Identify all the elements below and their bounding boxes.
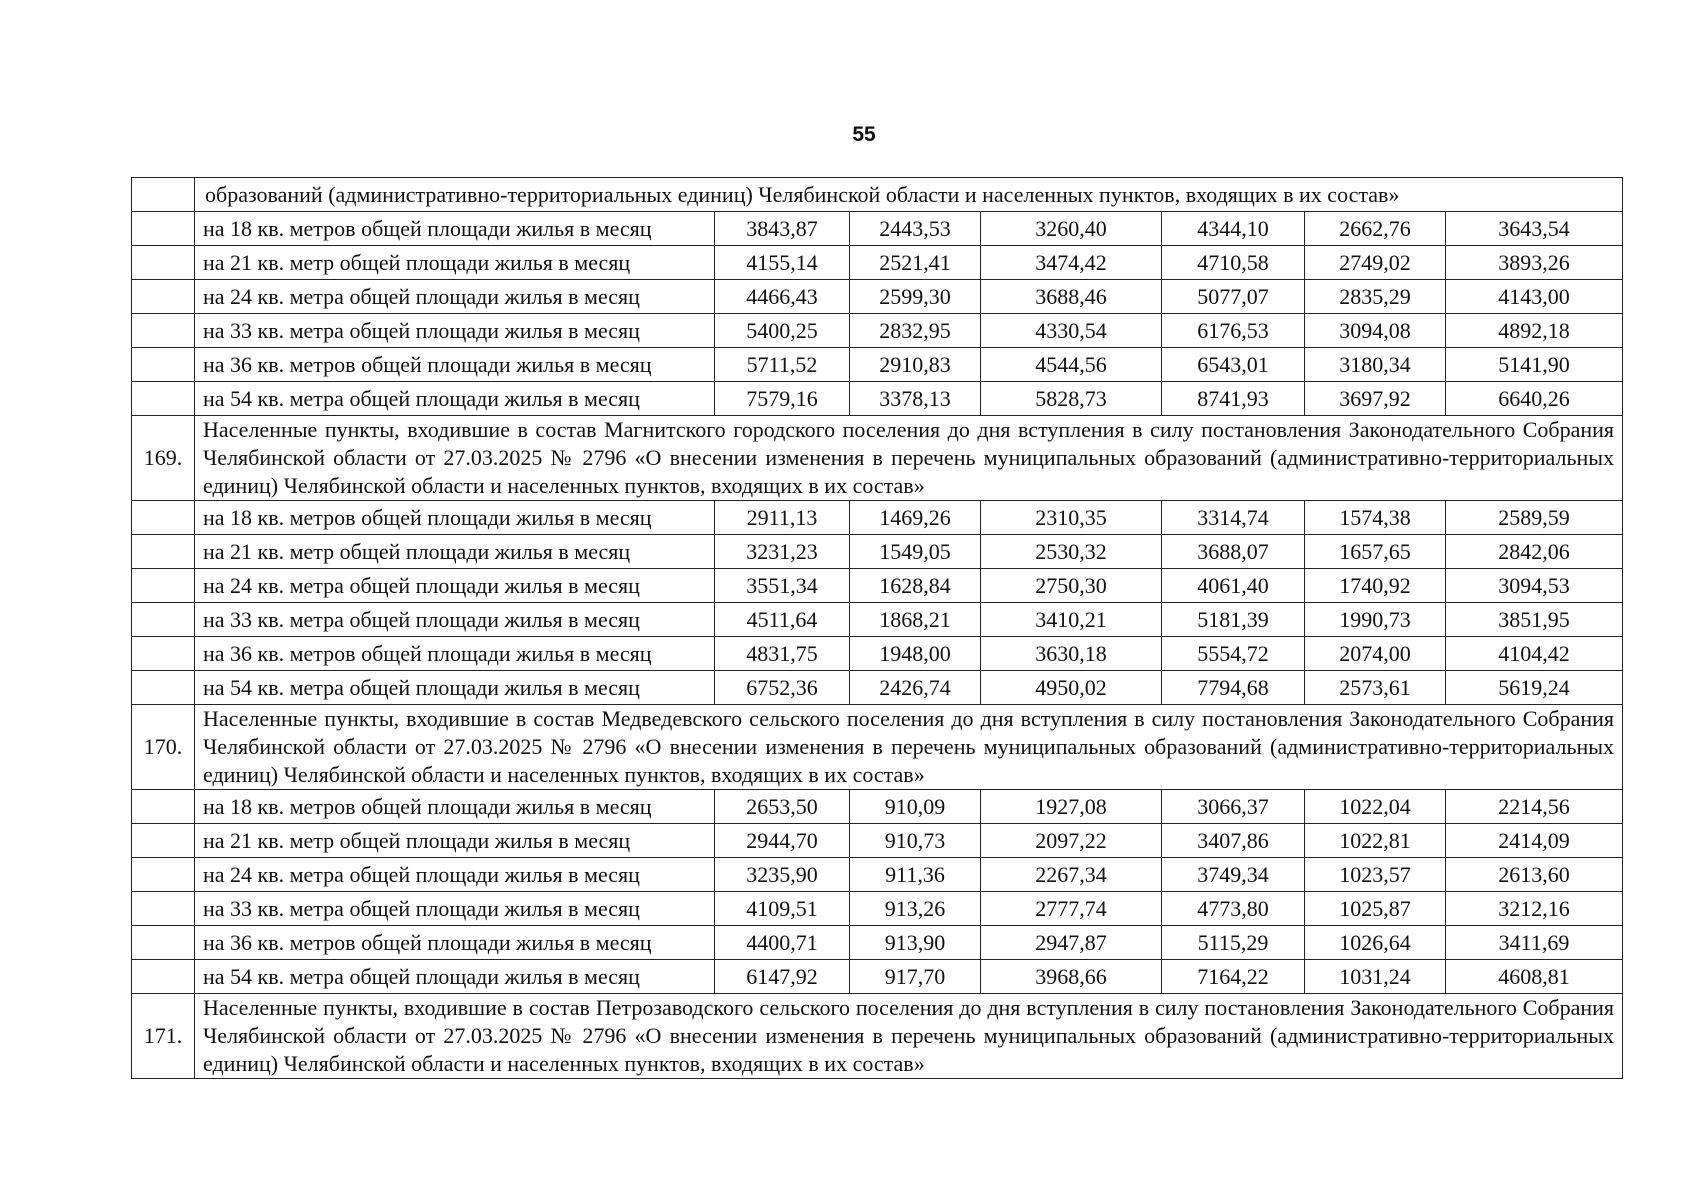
value-cell: 3697,92	[1305, 382, 1446, 416]
value-cell: 5181,39	[1162, 603, 1305, 637]
value-cell: 2267,34	[981, 858, 1162, 892]
value-cell: 8741,93	[1162, 382, 1305, 416]
row-number-cell	[132, 926, 195, 960]
value-cell: 2947,87	[981, 926, 1162, 960]
area-label: на 24 кв. метра общей площади жилья в месяц	[195, 569, 715, 603]
table-row	[132, 535, 1623, 569]
row-number-cell	[132, 824, 195, 858]
section-description: Населенные пункты, входившие в состав Магнитского городского поселения до дня вступления в силу постановления Законодательного Собрания Челябинской области от 27.03.2025 № 2796 «О внесении изменения в перечень муниципальных образований (административно-территориальных единиц) Челябинской области и населенных пунктов, входящих в их состав»	[195, 416, 1623, 501]
row-number-cell	[132, 348, 195, 382]
table-row	[132, 637, 1623, 671]
value-cell: 7794,68	[1162, 671, 1305, 705]
table-row	[132, 501, 1623, 535]
row-number-cell	[132, 501, 195, 535]
value-cell: 2599,30	[850, 280, 981, 314]
section-header-row	[132, 705, 1623, 790]
value-cell: 1990,73	[1305, 603, 1446, 637]
value-cell: 4511,64	[715, 603, 850, 637]
value-cell: 2214,56	[1446, 790, 1623, 824]
value-cell: 6640,26	[1446, 382, 1623, 416]
row-number-cell	[132, 280, 195, 314]
value-cell: 3260,40	[981, 212, 1162, 246]
table-row	[132, 212, 1623, 246]
value-cell: 1574,38	[1305, 501, 1446, 535]
value-cell: 3851,95	[1446, 603, 1623, 637]
value-cell: 4608,81	[1446, 960, 1623, 994]
value-cell: 6176,53	[1162, 314, 1305, 348]
value-cell: 2530,32	[981, 535, 1162, 569]
area-label: на 18 кв. метров общей площади жилья в месяц	[195, 501, 715, 535]
area-label: на 21 кв. метр общей площади жилья в месяц	[195, 246, 715, 280]
table-row	[132, 926, 1623, 960]
area-label: на 36 кв. метров общей площади жилья в месяц	[195, 637, 715, 671]
value-cell: 6752,36	[715, 671, 850, 705]
table-row	[132, 280, 1623, 314]
section-header-row	[132, 416, 1623, 501]
value-cell: 3643,54	[1446, 212, 1623, 246]
row-number-cell	[132, 892, 195, 926]
value-cell: 7164,22	[1162, 960, 1305, 994]
table-row	[132, 246, 1623, 280]
value-cell: 2835,29	[1305, 280, 1446, 314]
value-cell: 6147,92	[715, 960, 850, 994]
value-cell: 3407,86	[1162, 824, 1305, 858]
value-cell: 1549,05	[850, 535, 981, 569]
area-label: на 24 кв. метра общей площади жилья в месяц	[195, 280, 715, 314]
value-cell: 3235,90	[715, 858, 850, 892]
value-cell: 3688,46	[981, 280, 1162, 314]
table-row	[132, 569, 1623, 603]
area-label: на 54 кв. метра общей площади жилья в месяц	[195, 382, 715, 416]
value-cell: 913,26	[850, 892, 981, 926]
value-cell: 1025,87	[1305, 892, 1446, 926]
value-cell: 1927,08	[981, 790, 1162, 824]
value-cell: 1628,84	[850, 569, 981, 603]
value-cell: 2443,53	[850, 212, 981, 246]
value-cell: 4544,56	[981, 348, 1162, 382]
page-number: 55	[852, 123, 876, 146]
table-row	[132, 382, 1623, 416]
value-cell: 3378,13	[850, 382, 981, 416]
row-number-cell	[132, 569, 195, 603]
value-cell: 4400,71	[715, 926, 850, 960]
table-row	[132, 824, 1623, 858]
value-cell: 4109,51	[715, 892, 850, 926]
area-label: на 18 кв. метров общей площади жилья в месяц	[195, 790, 715, 824]
value-cell: 5711,52	[715, 348, 850, 382]
value-cell: 5400,25	[715, 314, 850, 348]
value-cell: 2310,35	[981, 501, 1162, 535]
section-number: 171.	[132, 994, 195, 1079]
value-cell: 5554,72	[1162, 637, 1305, 671]
value-cell: 2749,02	[1305, 246, 1446, 280]
value-cell: 1026,64	[1305, 926, 1446, 960]
value-cell: 5077,07	[1162, 280, 1305, 314]
area-label: на 33 кв. метра общей площади жилья в месяц	[195, 314, 715, 348]
area-label: на 36 кв. метров общей площади жилья в месяц	[195, 348, 715, 382]
section-header-row	[132, 994, 1623, 1079]
value-cell: 5141,90	[1446, 348, 1623, 382]
value-cell: 3411,69	[1446, 926, 1623, 960]
value-cell: 3180,34	[1305, 348, 1446, 382]
value-cell: 2613,60	[1446, 858, 1623, 892]
row-number-cell	[132, 637, 195, 671]
value-cell: 2589,59	[1446, 501, 1623, 535]
table-row	[132, 348, 1623, 382]
table-row	[132, 858, 1623, 892]
area-label: на 54 кв. метра общей площади жилья в месяц	[195, 671, 715, 705]
value-cell: 3066,37	[1162, 790, 1305, 824]
value-cell: 1023,57	[1305, 858, 1446, 892]
row-number-cell	[132, 858, 195, 892]
value-cell: 6543,01	[1162, 348, 1305, 382]
value-cell: 3231,23	[715, 535, 850, 569]
value-cell: 1022,81	[1305, 824, 1446, 858]
section-description: Населенные пункты, входившие в состав Медведевского сельского поселения до дня вступления в силу постановления Законодательного Собрания Челябинской области от 27.03.2025 № 2796 «О внесении изменения в перечень муниципальных образований (административно-территориальных единиц) Челябинской области и населенных пунктов, входящих в их состав»	[195, 705, 1623, 790]
value-cell: 2074,00	[1305, 637, 1446, 671]
value-cell: 2944,70	[715, 824, 850, 858]
value-cell: 2910,83	[850, 348, 981, 382]
value-cell: 2653,50	[715, 790, 850, 824]
value-cell: 1868,21	[850, 603, 981, 637]
value-cell: 3688,07	[1162, 535, 1305, 569]
value-cell: 3551,34	[715, 569, 850, 603]
area-label: на 24 кв. метра общей площади жилья в месяц	[195, 858, 715, 892]
value-cell: 1031,24	[1305, 960, 1446, 994]
value-cell: 1469,26	[850, 501, 981, 535]
value-cell: 2097,22	[981, 824, 1162, 858]
row-number-cell	[132, 790, 195, 824]
value-cell: 4831,75	[715, 637, 850, 671]
value-cell: 3630,18	[981, 637, 1162, 671]
table-body	[132, 178, 1623, 1079]
value-cell: 7579,16	[715, 382, 850, 416]
value-cell: 4773,80	[1162, 892, 1305, 926]
value-cell: 1657,65	[1305, 535, 1446, 569]
value-cell: 2911,13	[715, 501, 850, 535]
row-number-cell	[132, 382, 195, 416]
value-cell: 2662,76	[1305, 212, 1446, 246]
section-number: 170.	[132, 705, 195, 790]
table-row	[132, 892, 1623, 926]
section-number: 169.	[132, 416, 195, 501]
area-label: на 21 кв. метр общей площади жилья в месяц	[195, 535, 715, 569]
table-row	[132, 960, 1623, 994]
table-row	[132, 603, 1623, 637]
value-cell: 5115,29	[1162, 926, 1305, 960]
row-number-cell	[132, 535, 195, 569]
table-row	[132, 314, 1623, 348]
value-cell: 3410,21	[981, 603, 1162, 637]
value-cell: 4950,02	[981, 671, 1162, 705]
value-cell: 1022,04	[1305, 790, 1446, 824]
value-cell: 3474,42	[981, 246, 1162, 280]
row-number-cell	[132, 212, 195, 246]
cost-table	[131, 177, 1623, 1079]
table-row	[132, 671, 1623, 705]
row-number-cell	[132, 178, 195, 212]
value-cell: 2832,95	[850, 314, 981, 348]
value-cell: 3968,66	[981, 960, 1162, 994]
value-cell: 2842,06	[1446, 535, 1623, 569]
row-number-cell	[132, 960, 195, 994]
value-cell: 913,90	[850, 926, 981, 960]
area-label: на 21 кв. метр общей площади жилья в месяц	[195, 824, 715, 858]
table-row	[132, 790, 1623, 824]
area-label: на 36 кв. метров общей площади жилья в месяц	[195, 926, 715, 960]
value-cell: 2426,74	[850, 671, 981, 705]
value-cell: 3212,16	[1446, 892, 1623, 926]
value-cell: 910,73	[850, 824, 981, 858]
value-cell: 910,09	[850, 790, 981, 824]
value-cell: 4892,18	[1446, 314, 1623, 348]
value-cell: 4466,43	[715, 280, 850, 314]
value-cell: 4155,14	[715, 246, 850, 280]
value-cell: 2573,61	[1305, 671, 1446, 705]
value-cell: 4330,54	[981, 314, 1162, 348]
area-label: на 33 кв. метра общей площади жилья в месяц	[195, 603, 715, 637]
value-cell: 4710,58	[1162, 246, 1305, 280]
area-label: на 33 кв. метра общей площади жилья в месяц	[195, 892, 715, 926]
value-cell: 2750,30	[981, 569, 1162, 603]
area-label: на 54 кв. метра общей площади жилья в месяц	[195, 960, 715, 994]
value-cell: 3893,26	[1446, 246, 1623, 280]
value-cell: 1740,92	[1305, 569, 1446, 603]
value-cell: 2414,09	[1446, 824, 1623, 858]
continued-description-row	[132, 178, 1623, 212]
continued-description: образований (административно-территориальных единиц) Челябинской области и населенных пунктов, входящих в их состав»	[195, 178, 1623, 212]
value-cell: 1948,00	[850, 637, 981, 671]
value-cell: 5619,24	[1446, 671, 1623, 705]
value-cell: 3094,53	[1446, 569, 1623, 603]
row-number-cell	[132, 671, 195, 705]
value-cell: 3314,74	[1162, 501, 1305, 535]
row-number-cell	[132, 314, 195, 348]
value-cell: 3749,34	[1162, 858, 1305, 892]
value-cell: 917,70	[850, 960, 981, 994]
value-cell: 4344,10	[1162, 212, 1305, 246]
value-cell: 5828,73	[981, 382, 1162, 416]
value-cell: 2777,74	[981, 892, 1162, 926]
row-number-cell	[132, 603, 195, 637]
value-cell: 3094,08	[1305, 314, 1446, 348]
value-cell: 2521,41	[850, 246, 981, 280]
value-cell: 3843,87	[715, 212, 850, 246]
value-cell: 911,36	[850, 858, 981, 892]
section-description: Населенные пункты, входившие в состав Петрозаводского сельского поселения до дня вступления в силу постановления Законодательного Собрания Челябинской области от 27.03.2025 № 2796 «О внесении изменения в перечень муниципальных образований (административно-территориальных единиц) Челябинской области и населенных пунктов, входящих в их состав»	[195, 994, 1623, 1079]
area-label: на 18 кв. метров общей площади жилья в месяц	[195, 212, 715, 246]
value-cell: 4104,42	[1446, 637, 1623, 671]
value-cell: 4143,00	[1446, 280, 1623, 314]
row-number-cell	[132, 246, 195, 280]
value-cell: 4061,40	[1162, 569, 1305, 603]
